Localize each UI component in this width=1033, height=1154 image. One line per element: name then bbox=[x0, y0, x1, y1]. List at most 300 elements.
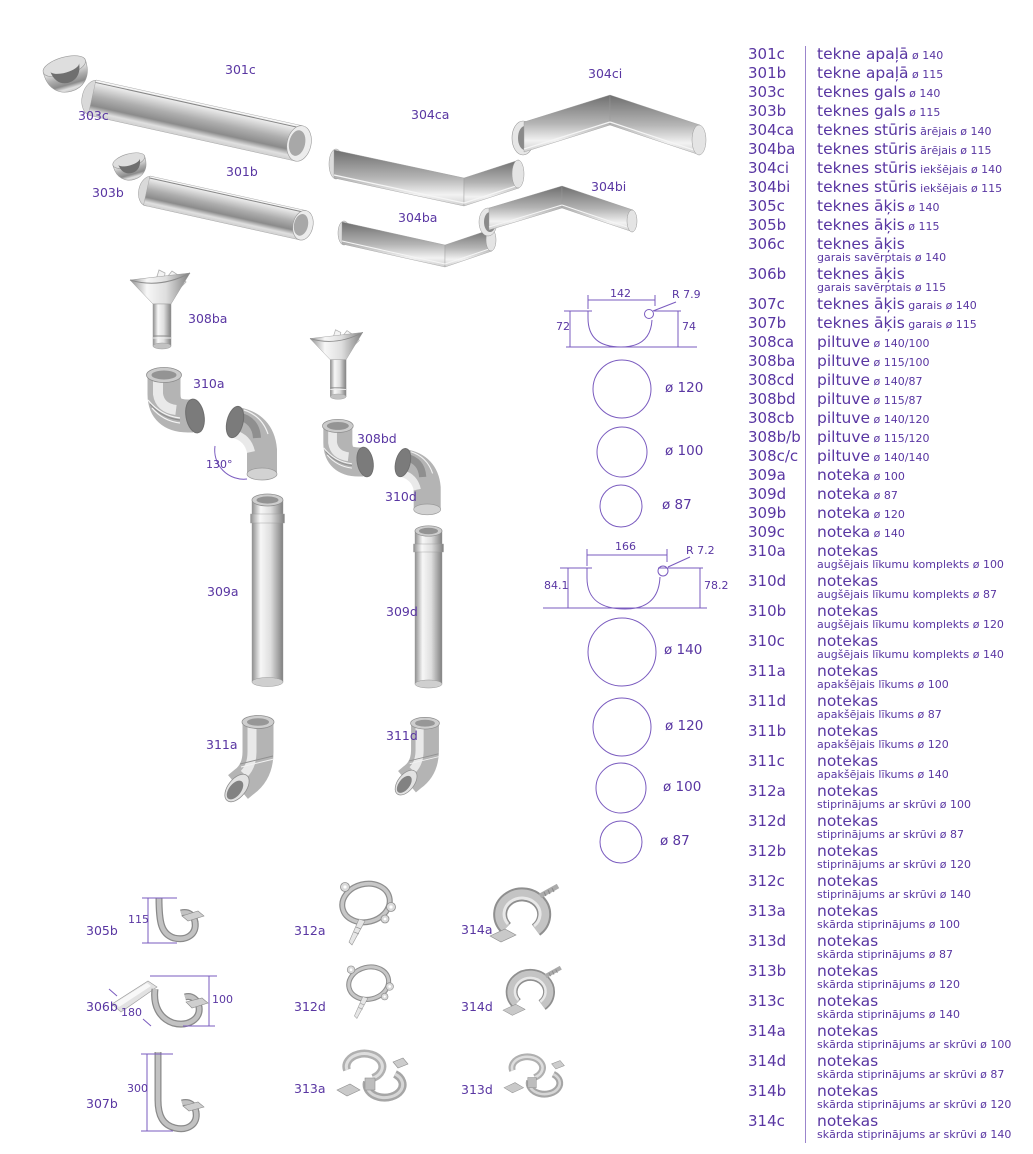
parts-list-row bbox=[748, 573, 1033, 603]
part-name: notekas bbox=[817, 842, 879, 860]
figure-label-304ca: 304ca bbox=[411, 107, 450, 122]
part-description bbox=[805, 543, 1033, 573]
part-name: notekas bbox=[817, 692, 879, 710]
part-subspec: stiprinājums ar skrūvi ø 87 bbox=[817, 828, 964, 841]
part-name-line bbox=[817, 179, 1033, 197]
parts-list-row bbox=[748, 198, 1033, 217]
part-code: 314d bbox=[748, 1052, 787, 1070]
parts-list-row bbox=[748, 141, 1033, 160]
corner-304ci-drawing bbox=[512, 95, 706, 155]
figure-label-310d: 310d bbox=[385, 489, 417, 504]
part-description bbox=[805, 448, 1033, 467]
part-name: teknes gals bbox=[817, 102, 906, 120]
profile-large-radius-label: R 7.2 bbox=[686, 544, 715, 557]
part-name: noteka bbox=[817, 485, 871, 503]
part-name-line bbox=[817, 103, 1033, 121]
part-name: piltuve bbox=[817, 390, 871, 408]
clamp-312a-drawing bbox=[338, 879, 395, 945]
circle-label-100-large: ø 100 bbox=[663, 779, 702, 795]
part-name: teknes stūris bbox=[817, 178, 917, 196]
parts-list-row bbox=[748, 65, 1033, 84]
part-spec: iekšējais ø 115 bbox=[916, 182, 1003, 195]
part-code: 305b bbox=[748, 216, 787, 234]
part-description bbox=[805, 505, 1033, 524]
part-spec: ø 115 bbox=[905, 106, 941, 119]
part-code: 308b/b bbox=[748, 428, 801, 446]
part-name-line bbox=[817, 353, 1033, 371]
part-spec: garais ø 140 bbox=[904, 299, 977, 312]
part-name: notekas bbox=[817, 932, 879, 950]
diameter-circles bbox=[588, 360, 656, 863]
part-description bbox=[805, 179, 1033, 198]
parts-list-row bbox=[748, 315, 1033, 334]
part-code: 311b bbox=[748, 722, 787, 740]
parts-list-row bbox=[748, 429, 1033, 448]
figure-label-308bd: 308bd bbox=[357, 431, 397, 446]
part-spec: ø 115 bbox=[904, 220, 940, 233]
part-name-line bbox=[817, 391, 1033, 409]
part-name: teknes stūris bbox=[817, 140, 917, 158]
part-name: notekas bbox=[817, 872, 879, 890]
profile-small-left-label: 72 bbox=[556, 320, 570, 333]
profile-large-right-label: 78.2 bbox=[704, 579, 729, 592]
figure-label-304ci: 304ci bbox=[588, 66, 623, 81]
circle-label-120-small: ø 120 bbox=[665, 380, 704, 396]
part-name: notekas bbox=[817, 1082, 879, 1100]
part-subspec: skārda stiprinājums ø 100 bbox=[817, 918, 960, 931]
figure-label-313a: 313a bbox=[294, 1081, 326, 1096]
part-description bbox=[805, 1083, 1033, 1113]
part-name-line bbox=[817, 198, 1033, 216]
part-name: piltuve bbox=[817, 428, 871, 446]
figure-label-311d: 311d bbox=[386, 728, 418, 743]
part-description bbox=[805, 603, 1033, 633]
part-name-line bbox=[817, 141, 1033, 159]
part-code: 312b bbox=[748, 842, 787, 860]
part-description bbox=[805, 723, 1033, 753]
pipe-309a-drawing bbox=[251, 494, 285, 687]
part-description bbox=[805, 103, 1033, 122]
figure-label-309a: 309a bbox=[207, 584, 239, 599]
parts-list-row bbox=[748, 1083, 1033, 1113]
part-subspec: skārda stiprinājums ar skrūvi ø 87 bbox=[817, 1068, 1005, 1081]
part-description bbox=[805, 486, 1033, 505]
part-name: notekas bbox=[817, 1112, 879, 1130]
part-description bbox=[805, 693, 1033, 723]
parts-list-row bbox=[748, 813, 1033, 843]
part-code: 313a bbox=[748, 902, 786, 920]
part-name: notekas bbox=[817, 602, 879, 620]
profile-small-radius-label: R 7.9 bbox=[672, 288, 701, 301]
part-spec: ø 140/100 bbox=[870, 337, 930, 350]
parts-list-row bbox=[748, 486, 1033, 505]
part-code: 308ba bbox=[748, 352, 796, 370]
part-name: notekas bbox=[817, 752, 879, 770]
part-code: 308cd bbox=[748, 371, 795, 389]
part-name: teknes āķis bbox=[817, 197, 905, 215]
part-subspec: augšējais līkumu komplekts ø 120 bbox=[817, 618, 1004, 631]
dim-label-180: 180 bbox=[121, 1006, 142, 1019]
part-name-line bbox=[817, 410, 1033, 428]
parts-list-row bbox=[748, 693, 1033, 723]
part-code: 308ca bbox=[748, 333, 795, 351]
parts-list-row bbox=[748, 1023, 1033, 1053]
part-code: 310d bbox=[748, 572, 787, 590]
figure-label-311a: 311a bbox=[206, 737, 238, 752]
part-name: noteka bbox=[817, 466, 871, 484]
part-spec: iekšējais ø 140 bbox=[916, 163, 1003, 176]
part-name-line bbox=[817, 467, 1033, 485]
parts-list-row bbox=[748, 933, 1033, 963]
part-name: noteka bbox=[817, 504, 871, 522]
part-code: 303c bbox=[748, 83, 785, 101]
parts-list-row bbox=[748, 783, 1033, 813]
part-name: noteka bbox=[817, 523, 871, 541]
part-name: tekne apaļā bbox=[817, 64, 909, 82]
figure-label-304bi: 304bi bbox=[591, 179, 627, 194]
part-spec: ārējais ø 115 bbox=[916, 144, 992, 157]
part-code: 310a bbox=[748, 542, 786, 560]
parts-list-row bbox=[748, 753, 1033, 783]
clamp-314d-drawing bbox=[503, 968, 561, 1016]
part-name: piltuve bbox=[817, 352, 871, 370]
part-code: 304ba bbox=[748, 140, 796, 158]
part-name: teknes āķis bbox=[817, 295, 905, 313]
part-name: notekas bbox=[817, 1022, 879, 1040]
part-name-line bbox=[817, 65, 1033, 83]
part-description bbox=[805, 993, 1033, 1023]
part-subspec: augšējais līkumu komplekts ø 100 bbox=[817, 558, 1004, 571]
part-subspec: skārda stiprinājums ø 140 bbox=[817, 1008, 960, 1021]
circle-label-87-small: ø 87 bbox=[662, 497, 692, 513]
part-subspec: apakšējais līkums ø 87 bbox=[817, 708, 942, 721]
figure-label-314d: 314d bbox=[461, 999, 493, 1014]
part-name: teknes āķis bbox=[817, 314, 905, 332]
parts-list-row bbox=[748, 296, 1033, 315]
part-code: 310c bbox=[748, 632, 785, 650]
angle-label-130: 130° bbox=[206, 458, 233, 471]
bend-311a-drawing bbox=[220, 716, 274, 807]
part-description bbox=[805, 524, 1033, 543]
part-name: teknes āķis bbox=[817, 216, 905, 234]
hook-305b-drawing bbox=[159, 898, 204, 939]
profile-small-width-label: 142 bbox=[610, 287, 631, 300]
circle-label-120-large: ø 120 bbox=[665, 718, 704, 734]
figure-label-314a: 314a bbox=[461, 922, 493, 937]
part-code: 311a bbox=[748, 662, 786, 680]
part-description bbox=[805, 65, 1033, 84]
part-code: 314a bbox=[748, 1022, 786, 1040]
figure-label-301c: 301c bbox=[225, 62, 256, 77]
bend-310d-piece1-drawing bbox=[322, 419, 375, 478]
circle-d140-large bbox=[588, 618, 656, 686]
part-code: 314b bbox=[748, 1082, 787, 1100]
parts-list-row bbox=[748, 1113, 1033, 1143]
part-name: notekas bbox=[817, 962, 879, 980]
part-code: 313b bbox=[748, 962, 787, 980]
parts-list-row bbox=[748, 334, 1033, 353]
part-description bbox=[805, 198, 1033, 217]
part-spec: ø 140 bbox=[905, 87, 941, 100]
gutter-301b-drawing bbox=[136, 174, 316, 242]
part-code: 307b bbox=[748, 314, 787, 332]
pipe-309d-drawing bbox=[414, 526, 444, 688]
part-description bbox=[805, 372, 1033, 391]
part-subspec: augšējais līkumu komplekts ø 87 bbox=[817, 588, 997, 601]
parts-list-row bbox=[748, 843, 1033, 873]
part-subspec: garais savērptais ø 140 bbox=[817, 251, 947, 264]
part-description bbox=[805, 141, 1033, 160]
part-name: teknes stūris bbox=[817, 121, 917, 139]
part-code: 313c bbox=[748, 992, 785, 1010]
circle-d100-large bbox=[596, 763, 646, 813]
part-name: piltuve bbox=[817, 409, 871, 427]
part-name-line bbox=[817, 448, 1033, 466]
part-code: 309b bbox=[748, 504, 787, 522]
part-spec: ø 120 bbox=[870, 508, 905, 521]
parts-list-row bbox=[748, 1053, 1033, 1083]
figure-label-313d: 313d bbox=[461, 1082, 493, 1097]
parts-list-row bbox=[748, 467, 1033, 486]
part-description bbox=[805, 266, 1033, 296]
circle-label-140-large: ø 140 bbox=[664, 642, 703, 658]
part-name-line bbox=[817, 524, 1033, 542]
figure-label-305b: 305b bbox=[86, 923, 118, 938]
part-name-line bbox=[817, 334, 1033, 352]
gutter-301c-drawing bbox=[78, 78, 314, 164]
circle-d87-large bbox=[600, 821, 642, 863]
part-spec: ø 140 bbox=[904, 201, 940, 214]
part-description bbox=[805, 1023, 1033, 1053]
part-spec: ø 115 bbox=[908, 68, 944, 81]
clamp-313a-drawing bbox=[337, 1054, 408, 1098]
part-spec: ārējais ø 140 bbox=[916, 125, 992, 138]
figure-label-308ba: 308ba bbox=[188, 311, 228, 326]
parts-list-row bbox=[748, 543, 1033, 573]
part-description bbox=[805, 783, 1033, 813]
parts-list-row bbox=[748, 353, 1033, 372]
part-description bbox=[805, 410, 1033, 429]
part-code: 301c bbox=[748, 45, 785, 63]
part-code: 314c bbox=[748, 1112, 785, 1130]
part-subspec: skārda stiprinājums ar skrūvi ø 100 bbox=[817, 1038, 1012, 1051]
part-description bbox=[805, 391, 1033, 410]
parts-list-row bbox=[748, 391, 1033, 410]
part-spec: ø 140/140 bbox=[870, 451, 930, 464]
part-subspec: skārda stiprinājums ar skrūvi ø 140 bbox=[817, 1128, 1012, 1141]
clamp-312d-drawing bbox=[345, 963, 393, 1019]
part-code: 313d bbox=[748, 932, 787, 950]
part-description bbox=[805, 1053, 1033, 1083]
part-code: 306c bbox=[748, 235, 785, 253]
part-name-line bbox=[817, 429, 1033, 447]
dim-label-115: 115 bbox=[128, 913, 149, 926]
figure-label-312a: 312a bbox=[294, 923, 326, 938]
figure-label-310a: 310a bbox=[193, 376, 225, 391]
parts-list-row bbox=[748, 122, 1033, 141]
parts-list-row bbox=[748, 46, 1033, 65]
part-name: notekas bbox=[817, 572, 879, 590]
part-name-line bbox=[817, 160, 1033, 178]
parts-list-row bbox=[748, 633, 1033, 663]
figure-label-303b: 303b bbox=[92, 185, 124, 200]
part-description bbox=[805, 963, 1033, 993]
parts-list-row bbox=[748, 448, 1033, 467]
parts-list-row bbox=[748, 372, 1033, 391]
part-description bbox=[805, 933, 1033, 963]
parts-list-row bbox=[748, 217, 1033, 236]
part-code: 303b bbox=[748, 102, 787, 120]
part-spec: ø 140 bbox=[908, 49, 944, 62]
circle-label-100-small: ø 100 bbox=[665, 443, 704, 459]
part-description bbox=[805, 1113, 1033, 1143]
part-code: 308cb bbox=[748, 409, 795, 427]
part-spec: ø 140 bbox=[870, 527, 905, 540]
part-description bbox=[805, 633, 1033, 663]
part-name: notekas bbox=[817, 782, 879, 800]
part-code: 304bi bbox=[748, 178, 791, 196]
part-code: 308c/c bbox=[748, 447, 799, 465]
parts-list-row bbox=[748, 903, 1033, 933]
clamp-313d-drawing bbox=[504, 1057, 564, 1094]
part-name: notekas bbox=[817, 902, 879, 920]
part-name: notekas bbox=[817, 722, 879, 740]
part-code: 312a bbox=[748, 782, 786, 800]
circle-d100-small bbox=[597, 427, 647, 477]
part-description bbox=[805, 84, 1033, 103]
parts-list-row bbox=[748, 963, 1033, 993]
figure-label-312d: 312d bbox=[294, 999, 326, 1014]
part-code: 301b bbox=[748, 64, 787, 82]
part-name: notekas bbox=[817, 542, 879, 560]
part-code: 308bd bbox=[748, 390, 796, 408]
part-name: notekas bbox=[817, 1052, 879, 1070]
part-name-line bbox=[817, 372, 1033, 390]
part-name: teknes āķis bbox=[817, 265, 905, 283]
figure-label-307b: 307b bbox=[86, 1096, 118, 1111]
parts-list bbox=[748, 46, 1033, 1143]
figure-label-303c: 303c bbox=[78, 108, 109, 123]
part-name: notekas bbox=[817, 992, 879, 1010]
part-description bbox=[805, 843, 1033, 873]
circle-label-87-large: ø 87 bbox=[660, 833, 690, 849]
profile-large-width-label: 166 bbox=[615, 540, 636, 553]
dim-label-300: 300 bbox=[127, 1082, 148, 1095]
parts-list-row bbox=[748, 410, 1033, 429]
figure-label-309d: 309d bbox=[386, 604, 418, 619]
corner-304ca-drawing bbox=[329, 149, 524, 206]
part-description bbox=[805, 160, 1033, 179]
part-code: 309d bbox=[748, 485, 787, 503]
part-code: 312d bbox=[748, 812, 787, 830]
funnel-308ba-drawing bbox=[130, 270, 190, 349]
part-subspec: skārda stiprinājums ø 87 bbox=[817, 948, 953, 961]
part-name: piltuve bbox=[817, 447, 871, 465]
part-name-line bbox=[817, 296, 1033, 314]
circle-d120-small bbox=[593, 360, 651, 418]
part-description bbox=[805, 353, 1033, 372]
part-code: 311c bbox=[748, 752, 785, 770]
part-description bbox=[805, 217, 1033, 236]
part-description bbox=[805, 663, 1033, 693]
part-name: notekas bbox=[817, 662, 879, 680]
part-subspec: stiprinājums ar skrūvi ø 100 bbox=[817, 798, 971, 811]
part-description bbox=[805, 429, 1033, 448]
part-spec: ø 140/87 bbox=[870, 375, 923, 388]
funnel-308bd-drawing bbox=[310, 330, 363, 400]
gutter-profile-small-drawing bbox=[564, 295, 697, 347]
parts-list-row bbox=[748, 524, 1033, 543]
part-name-line bbox=[817, 315, 1033, 333]
part-code: 312c bbox=[748, 872, 785, 890]
part-subspec: apakšējais līkums ø 120 bbox=[817, 738, 949, 751]
part-description bbox=[805, 873, 1033, 903]
part-name: piltuve bbox=[817, 371, 871, 389]
dim-label-100: 100 bbox=[212, 993, 233, 1006]
part-description bbox=[805, 813, 1033, 843]
part-description bbox=[805, 334, 1033, 353]
parts-list-row bbox=[748, 179, 1033, 198]
part-code: 310b bbox=[748, 602, 787, 620]
part-code: 304ci bbox=[748, 159, 790, 177]
part-description bbox=[805, 573, 1033, 603]
part-name: teknes gals bbox=[817, 83, 906, 101]
part-code: 311d bbox=[748, 692, 787, 710]
part-name-line bbox=[817, 84, 1033, 102]
part-subspec: apakšējais līkums ø 140 bbox=[817, 768, 949, 781]
parts-list-row bbox=[748, 505, 1033, 524]
part-description bbox=[805, 903, 1033, 933]
parts-list-row bbox=[748, 84, 1033, 103]
part-code: 309c bbox=[748, 523, 785, 541]
part-name-line bbox=[817, 122, 1033, 140]
part-spec: ø 140/120 bbox=[870, 413, 930, 426]
part-spec: ø 115/100 bbox=[870, 356, 930, 369]
part-subspec: augšējais līkumu komplekts ø 140 bbox=[817, 648, 1004, 661]
clamp-314a-drawing bbox=[490, 886, 558, 942]
corner-304ba-drawing bbox=[338, 221, 496, 267]
part-subspec: apakšējais līkums ø 100 bbox=[817, 678, 949, 691]
part-name-line bbox=[817, 486, 1033, 504]
part-code: 304ca bbox=[748, 121, 795, 139]
part-description bbox=[805, 467, 1033, 486]
part-spec: garais ø 115 bbox=[904, 318, 977, 331]
part-name: piltuve bbox=[817, 333, 871, 351]
part-description bbox=[805, 122, 1033, 141]
part-name: notekas bbox=[817, 632, 879, 650]
parts-list-row bbox=[748, 103, 1033, 122]
part-name-line bbox=[817, 505, 1033, 523]
part-description bbox=[805, 753, 1033, 783]
part-description bbox=[805, 296, 1033, 315]
parts-list-row bbox=[748, 993, 1033, 1023]
part-description bbox=[805, 46, 1033, 65]
part-spec: ø 115/120 bbox=[870, 432, 930, 445]
part-description bbox=[805, 236, 1033, 266]
part-name-line bbox=[817, 46, 1033, 64]
circle-d120-large bbox=[593, 698, 651, 756]
bend-310d-piece2-drawing bbox=[392, 447, 440, 515]
part-description bbox=[805, 315, 1033, 334]
parts-list-row bbox=[748, 603, 1033, 633]
profile-large-left-label: 84.1 bbox=[544, 579, 569, 592]
figure-label-306b: 306b bbox=[86, 999, 118, 1014]
part-code: 307c bbox=[748, 295, 785, 313]
part-spec: ø 100 bbox=[870, 470, 905, 483]
figure-label-304ba: 304ba bbox=[398, 210, 438, 225]
part-subspec: stiprinājums ar skrūvi ø 140 bbox=[817, 888, 971, 901]
profile-small-right-label: 74 bbox=[682, 320, 696, 333]
